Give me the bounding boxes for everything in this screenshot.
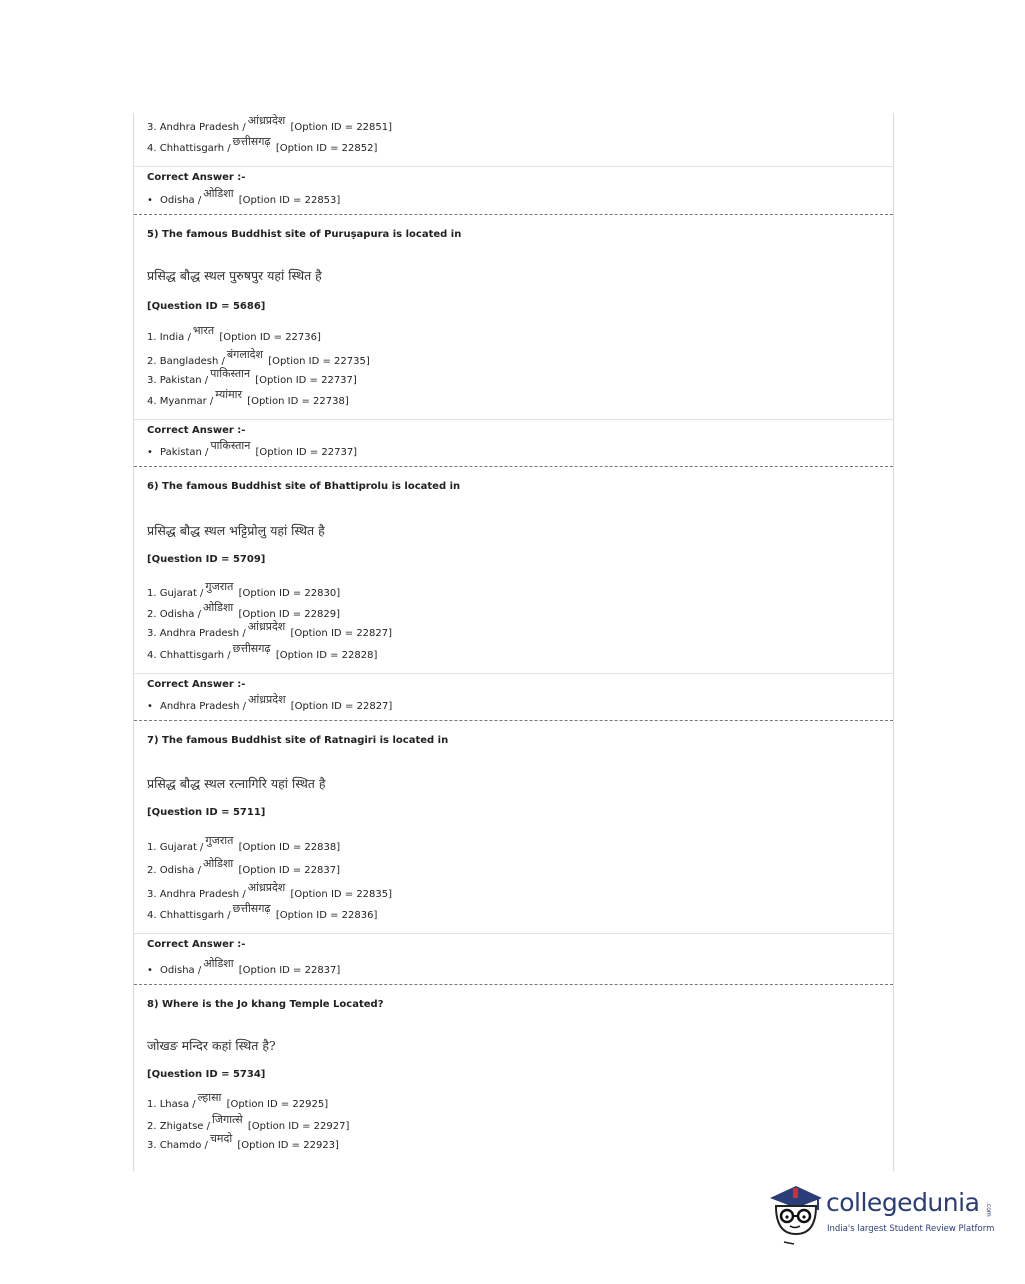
option-hindi: भारत — [192, 324, 215, 337]
option-hindi: जिगात्से — [212, 1113, 243, 1126]
correct-answer — [147, 957, 341, 978]
question-separator — [134, 984, 893, 985]
answer-text: Andhra Pradesh / — [160, 701, 246, 712]
option-id: [Option ID = 22735] — [268, 356, 370, 367]
question-id: [Question ID = 5709] — [147, 554, 266, 565]
answer-id: [Option ID = 22853] — [238, 195, 341, 206]
correct-answer — [147, 187, 341, 208]
option-id: [Option ID = 22852] — [275, 143, 378, 154]
divider — [134, 419, 893, 420]
mascot-icon — [766, 1176, 826, 1248]
answer-hindi: पाकिस्तान — [210, 439, 251, 452]
option-id: [Option ID = 22829] — [238, 609, 341, 620]
option-row — [147, 902, 378, 923]
option-text: 4. Chhattisgarh / — [147, 143, 231, 154]
question-id: [Question ID = 5711] — [147, 807, 266, 818]
option-text: 2. Bangladesh / — [147, 356, 225, 367]
logo-wordmark: collegedunia — [826, 1188, 980, 1217]
option-id: [Option ID = 22830] — [238, 588, 341, 599]
correct-answer-label: Correct Answer :- — [147, 939, 246, 950]
option-text: 1. India / — [147, 332, 191, 343]
option-row — [147, 324, 321, 345]
option-id: [Option ID = 22737] — [255, 375, 357, 386]
option-hindi: आंध्रप्रदेश — [247, 881, 286, 894]
option-row — [147, 135, 378, 156]
option-text: 2. Odisha / — [147, 865, 201, 876]
answer-id: [Option ID = 22737] — [255, 447, 358, 458]
option-row — [147, 1091, 329, 1112]
bullet-icon: • — [147, 701, 153, 712]
option-text: 4. Chhattisgarh / — [147, 910, 231, 921]
question-hindi: प्रसिद्ध बौद्ध स्थल भट्टिप्रोलु यहां स्थित है — [147, 523, 325, 538]
option-id: [Option ID = 22925] — [226, 1099, 329, 1110]
logo-domain-suffix: .com — [985, 1202, 992, 1217]
option-row — [147, 367, 357, 388]
question-title: 5) The famous Buddhist site of Puruṣapura is located in — [147, 229, 462, 240]
option-hindi: गुजरात — [205, 834, 234, 847]
option-row — [147, 1113, 350, 1134]
option-id: [Option ID = 22851] — [290, 122, 393, 133]
answer-text: Pakistan / — [160, 447, 209, 458]
question-title: 6) The famous Buddhist site of Bhattiprolu is located in — [147, 481, 461, 492]
option-id: [Option ID = 22923] — [237, 1140, 339, 1151]
option-text: 4. Myanmar / — [147, 396, 214, 407]
option-row — [147, 114, 393, 135]
option-hindi: बंगलादेश — [226, 348, 264, 361]
option-hindi: पाकिस्तान — [210, 367, 251, 380]
option-text: 4. Chhattisgarh / — [147, 650, 231, 661]
bullet-icon: • — [147, 447, 153, 458]
option-hindi: ल्हासा — [197, 1091, 222, 1104]
answer-text: Odisha / — [160, 195, 202, 206]
option-row — [147, 580, 341, 601]
answer-id: [Option ID = 22837] — [238, 965, 341, 976]
option-text: 3. Chamdo / — [147, 1140, 208, 1151]
option-hindi: छत्तीसगढ़ — [232, 642, 271, 655]
answer-hindi: आंध्रप्रदेश — [247, 693, 286, 706]
exam-page — [133, 113, 894, 1171]
question-id: [Question ID = 5686] — [147, 301, 266, 312]
answer-hindi: ओडिशा — [203, 187, 234, 200]
option-id: [Option ID = 22835] — [290, 889, 393, 900]
option-text: 3. Andhra Pradesh / — [147, 122, 246, 133]
option-id: [Option ID = 22828] — [275, 650, 378, 661]
option-text: 3. Andhra Pradesh / — [147, 889, 246, 900]
option-hindi: म्यांमार — [215, 388, 242, 401]
answer-text: Odisha / — [160, 965, 202, 976]
answer-hindi: ओडिशा — [203, 957, 234, 970]
option-text: 2. Odisha / — [147, 609, 201, 620]
option-text: 3. Pakistan / — [147, 375, 209, 386]
collegedunia-logo[interactable] — [766, 1176, 996, 1248]
question-hindi: जोखङ मन्दिर कहां स्थित है? — [147, 1038, 276, 1053]
question-id: [Question ID = 5734] — [147, 1069, 266, 1080]
option-row — [147, 1132, 339, 1153]
correct-answer-label: Correct Answer :- — [147, 679, 246, 690]
option-id: [Option ID = 22836] — [275, 910, 378, 921]
option-hindi: आंध्रप्रदेश — [247, 114, 286, 127]
logo-tagline: India's largest Student Review Platform — [827, 1224, 995, 1234]
option-text: 3. Andhra Pradesh / — [147, 628, 246, 639]
answer-id: [Option ID = 22827] — [290, 701, 393, 712]
option-hindi: ओडिशा — [202, 857, 234, 870]
option-id: [Option ID = 22827] — [290, 628, 393, 639]
option-row — [147, 834, 341, 855]
correct-answer — [147, 439, 358, 460]
option-row — [147, 348, 370, 369]
option-id: [Option ID = 22838] — [238, 842, 341, 853]
option-id: [Option ID = 22837] — [238, 865, 341, 876]
option-hindi: आंध्रप्रदेश — [247, 620, 286, 633]
option-text: 1. Gujarat / — [147, 588, 204, 599]
correct-answer — [147, 693, 393, 714]
option-text: 1. Gujarat / — [147, 842, 204, 853]
option-text: 2. Zhigatse / — [147, 1121, 210, 1132]
option-id: [Option ID = 22927] — [247, 1121, 350, 1132]
question-separator — [134, 214, 893, 215]
option-row — [147, 642, 378, 663]
bullet-icon: • — [147, 965, 153, 976]
divider — [134, 166, 893, 167]
option-id: [Option ID = 22738] — [247, 396, 349, 407]
divider — [134, 933, 893, 934]
question-title: 7) The famous Buddhist site of Ratnagiri is located in — [147, 735, 449, 746]
option-hindi: चमदो — [209, 1132, 233, 1145]
correct-answer-label: Correct Answer :- — [147, 425, 246, 436]
question-hindi: प्रसिद्ध बौद्ध स्थल पुरुषपुर यहां स्थित है — [147, 268, 322, 283]
option-text: 1. Lhasa / — [147, 1099, 196, 1110]
option-row — [147, 881, 393, 902]
option-id: [Option ID = 22736] — [219, 332, 321, 343]
option-row — [147, 620, 393, 641]
option-row — [147, 601, 341, 622]
option-hindi: छत्तीसगढ़ — [232, 135, 271, 148]
option-hindi: ओडिशा — [202, 601, 234, 614]
question-separator — [134, 720, 893, 721]
option-hindi: गुजरात — [205, 580, 234, 593]
option-row — [147, 857, 341, 878]
correct-answer-label: Correct Answer :- — [147, 172, 246, 183]
question-title: 8) Where is the Jo khang Temple Located? — [147, 999, 384, 1010]
divider — [134, 673, 893, 674]
question-hindi: प्रसिद्ध बौद्ध स्थल रत्नागिरि यहां स्थित है — [147, 776, 326, 791]
question-separator — [134, 466, 893, 467]
bullet-icon: • — [147, 195, 153, 206]
option-hindi: छत्तीसगढ़ — [232, 902, 271, 915]
option-row — [147, 388, 349, 409]
